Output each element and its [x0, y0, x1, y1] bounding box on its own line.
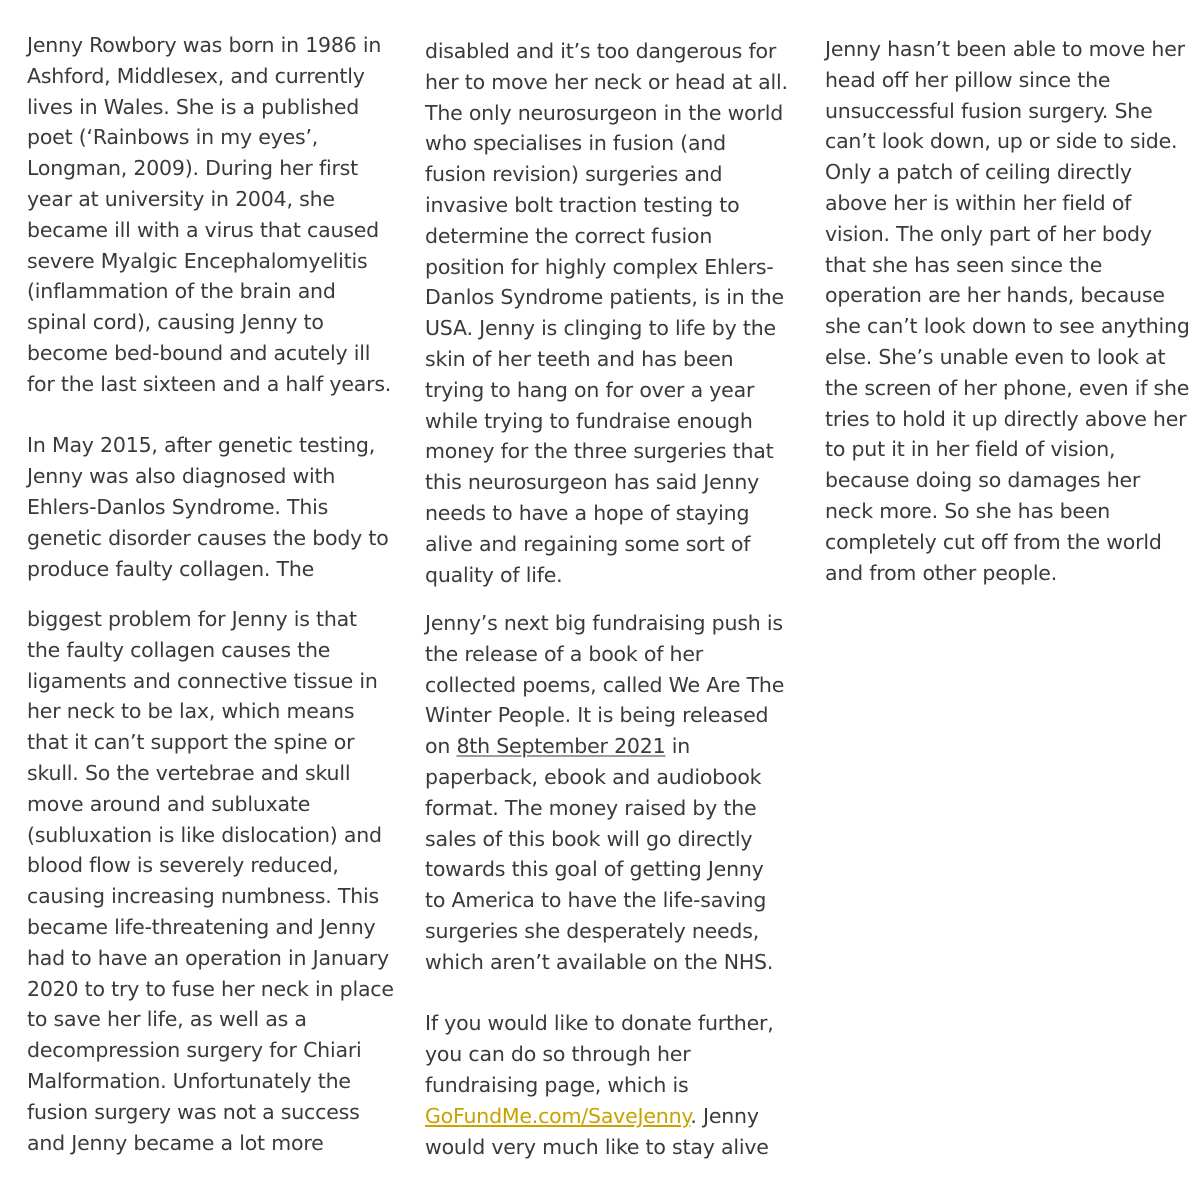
text-line: decompression surgery for Chiari: [27, 1038, 362, 1063]
paragraph-neurosurgeon: [425, 36, 788, 590]
text-line: had to have an operation in January: [27, 945, 389, 970]
text-line: spinal cord), causing Jenny to: [27, 310, 324, 335]
text-line: fusion revision) surgeries and: [425, 162, 723, 187]
screenshot-panel-1: [0, 0, 400, 590]
text-line: head off her pillow since the: [825, 67, 1111, 92]
text-line: become bed-bound and acutely ill: [27, 340, 371, 365]
text-line: Danlos Syndrome patients, is in the: [425, 285, 784, 310]
text-line: (subluxation is like dislocation) and: [27, 822, 382, 847]
text-line: Jenny hasn’t been able to move her: [825, 37, 1185, 61]
text-line: sales of this book will go directly: [425, 826, 753, 851]
screenshot-panel-2: [400, 0, 800, 590]
paragraph-collagen: [27, 604, 394, 1158]
text-line: vision. The only part of her body: [825, 221, 1152, 246]
text-line: above her is within her field of: [825, 190, 1132, 215]
text-block: [425, 36, 788, 590]
text-line: invasive bolt traction testing to: [425, 192, 740, 217]
text-line: tries to hold it up directly above her: [825, 406, 1187, 431]
paragraph-diagnosis: [27, 430, 391, 584]
text-line: fundraising page, which is: [425, 1072, 689, 1097]
text-line: who specialises in fusion (and: [425, 131, 726, 156]
text-line: causing increasing numbness. This: [27, 884, 379, 909]
text-line: USA. Jenny is clinging to life by the: [425, 316, 776, 341]
text-line: move around and subluxate: [27, 791, 311, 816]
text-fragment: . Jenny: [690, 1103, 759, 1128]
text-line: Only a patch of ceiling directly: [825, 160, 1132, 185]
text-line: produce faulty collagen. The: [27, 556, 315, 581]
text-line: disabled and it’s too dangerous for: [425, 39, 777, 63]
text-line: skin of her teeth and has been: [425, 346, 734, 371]
text-line: fusion surgery was not a success: [27, 1099, 360, 1124]
text-line: alive and regaining some sort of: [425, 531, 751, 556]
text-line: quality of life.: [425, 562, 563, 587]
text-line: Jenny Rowbory was born in 1986 in: [27, 33, 382, 57]
text-line: genetic disorder causes the body to: [27, 525, 389, 550]
text-line: neck more. So she has been: [825, 498, 1111, 523]
gofundme-link[interactable]: GoFundMe.com/SaveJenny: [425, 1103, 691, 1128]
text-block: [425, 608, 784, 1162]
text-line: to save her life, as well as a: [27, 1007, 307, 1032]
text-block: [825, 34, 1190, 588]
text-line: surgeries she desperately needs,: [425, 918, 760, 943]
text-line: needs to have a hope of staying: [425, 500, 750, 525]
paragraph-book-release: [425, 608, 784, 1008]
text-line: severe Myalgic Encephalomyelitis: [27, 248, 368, 273]
text-line: skull. So the vertebrae and skull: [27, 760, 351, 785]
paragraph-field-of-vision: [825, 34, 1190, 588]
text-line: Malformation. Unfortunately the: [27, 1068, 351, 1093]
text-line: that she has seen since the: [825, 252, 1103, 277]
text-line: the faulty collagen causes the: [27, 637, 331, 662]
text-line: while trying to fundraise enough: [425, 408, 753, 433]
text-line: the screen of her phone, even if she: [825, 375, 1190, 400]
text-line: unsuccessful fusion surgery. She: [825, 98, 1153, 123]
text-fragment: in: [665, 734, 691, 759]
paragraph-donate: [425, 1008, 784, 1162]
text-line: trying to hang on for over a year: [425, 377, 755, 402]
text-line: Jenny’s next big fundraising push is: [425, 611, 783, 635]
text-line: else. She’s unable even to look at: [825, 344, 1166, 369]
text-line: Ehlers-Danlos Syndrome. This: [27, 494, 329, 519]
text-line: to put it in her field of vision,: [825, 437, 1116, 462]
text-line: you can do so through her: [425, 1042, 691, 1067]
text-line: In May 2015, after genetic testing,: [27, 433, 376, 458]
text-line: If you would like to donate further,: [425, 1011, 774, 1036]
text-line: Winter People. It is being released: [425, 703, 769, 728]
text-line: [425, 1101, 784, 1132]
text-line: this neurosurgeon has said Jenny: [425, 470, 760, 495]
text-line: Ashford, Middlesex, and currently: [27, 63, 365, 88]
paragraph-birth: [27, 30, 391, 430]
text-line: and from other people.: [825, 560, 1058, 585]
text-line: determine the correct fusion: [425, 223, 713, 248]
text-line: to America to have the life-saving: [425, 888, 767, 913]
screenshot-panel-4: [0, 596, 400, 1200]
text-line: would very much like to stay alive: [425, 1134, 769, 1159]
text-line: money for the three surgeries that: [425, 439, 774, 464]
screenshot-panel-3: [800, 0, 1200, 590]
text-line: ligaments and connective tissue in: [27, 668, 378, 693]
text-line: for the last sixteen and a half years.: [27, 371, 392, 396]
text-line: format. The money raised by the: [425, 795, 757, 820]
text-line: that it can’t support the spine or: [27, 730, 355, 755]
text-line: lives in Wales. She is a published: [27, 94, 360, 119]
text-line: her neck to be lax, which means: [27, 699, 355, 724]
text-line: biggest problem for Jenny is that: [27, 607, 357, 631]
text-line: became life-threatening and Jenny: [27, 914, 376, 939]
text-line: can’t look down, up or side to side.: [825, 129, 1178, 154]
text-line: became ill with a virus that caused: [27, 217, 379, 242]
text-fragment: on: [425, 734, 457, 759]
text-line: blood flow is severely reduced,: [27, 853, 339, 878]
text-line: [425, 731, 784, 762]
text-line: completely cut off from the world: [825, 529, 1162, 554]
text-line: her to move her neck or head at all.: [425, 69, 788, 94]
screenshot-panel-5: [400, 596, 800, 1200]
text-line: Jenny was also diagnosed with: [27, 464, 336, 489]
text-block: [27, 30, 391, 584]
text-line: which aren’t available on the NHS.: [425, 949, 774, 974]
text-line: paperback, ebook and audiobook: [425, 764, 762, 789]
text-line: Longman, 2009). During her first: [27, 156, 358, 181]
text-line: The only neurosurgeon in the world: [425, 100, 784, 125]
text-line: towards this goal of getting Jenny: [425, 857, 764, 882]
text-line: position for highly complex Ehlers-: [425, 254, 774, 279]
text-line: operation are her hands, because: [825, 283, 1165, 308]
text-block: [27, 604, 394, 1158]
text-line: poet (‘Rainbows in my eyes’,: [27, 125, 319, 150]
text-line: she can’t look down to see anything: [825, 314, 1190, 339]
text-line: the release of a book of her: [425, 641, 703, 666]
text-line: 2020 to try to fuse her neck in place: [27, 976, 394, 1001]
text-line: year at university in 2004, she: [27, 186, 335, 211]
text-line: because doing so damages her: [825, 468, 1141, 493]
text-line: and Jenny became a lot more: [27, 1130, 324, 1155]
text-line: collected poems, called We Are The: [425, 672, 785, 697]
release-date-link[interactable]: 8th September 2021: [456, 734, 666, 759]
text-line: (inflammation of the brain and: [27, 279, 336, 304]
